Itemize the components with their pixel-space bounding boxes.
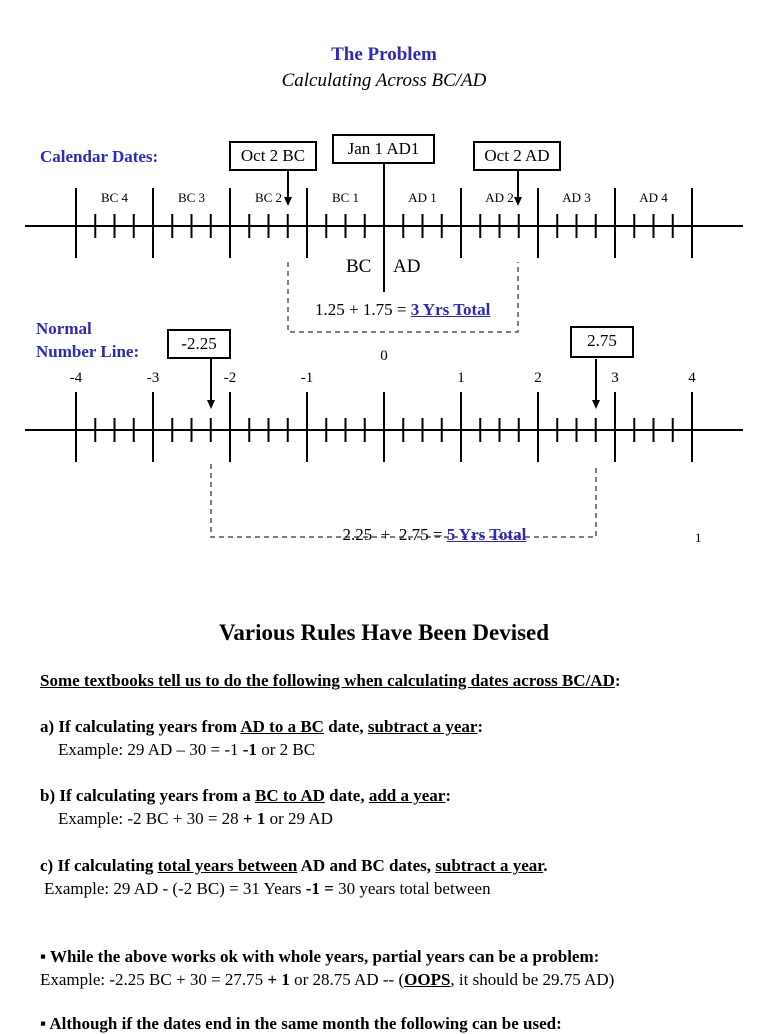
rule-a-mid: date, xyxy=(323,717,368,736)
rule-a xyxy=(40,717,483,737)
rule-c-prefix: c) If calculating xyxy=(40,856,158,875)
number-tick-label: 1 xyxy=(457,370,465,386)
rule-b-ex-prefix: Example: -2 BC + 30 = 28 xyxy=(58,809,243,828)
number-total-link[interactable]: 5 Yrs Total xyxy=(446,525,527,544)
number-tick-label: 2 xyxy=(534,370,542,386)
callout-minus225: -2.25 xyxy=(167,329,231,359)
page-number: 1 xyxy=(695,530,702,545)
rule-c-ex-end: 30 years total between xyxy=(333,879,491,898)
bullet-ex-end: , it should be 29.75 AD) xyxy=(450,970,615,989)
calendar-sum xyxy=(315,300,490,320)
rule-b-mid: date, xyxy=(324,786,369,805)
rule-b-prefix: b) If calculating years from a xyxy=(40,786,255,805)
rule-c-u2: subtract a year xyxy=(435,856,544,875)
number-tick-label: -1 xyxy=(300,370,314,386)
rule-b-ex-bold: + 1 xyxy=(242,809,266,828)
rule-c-ex-bold: -1 = xyxy=(305,879,334,898)
calendar-segment-label: AD 4 xyxy=(639,190,668,205)
rules-heading: Various Rules Have Been Devised xyxy=(218,620,550,645)
divider-bc-label: BC xyxy=(346,256,372,277)
rule-b-end: : xyxy=(445,786,451,805)
bullet-ex-mid: or 28.75 AD -- ( xyxy=(289,970,405,989)
rules-intro xyxy=(40,671,621,691)
rules-intro-colon: : xyxy=(614,671,621,690)
number-sum-text: 2.25 + 2.75 = xyxy=(342,525,447,544)
rule-b-u2: add a year xyxy=(368,786,446,805)
rule-a-prefix: a) If calculating years from xyxy=(40,717,241,736)
rule-c-u1: total years between xyxy=(157,856,298,875)
calendar-sum-text: 1.25 + 1.75 = xyxy=(315,300,411,319)
bullet-partial-years: ▪ While the above works ok with whole years, partial years can be a problem: xyxy=(40,947,600,966)
rule-c-end: . xyxy=(543,856,548,875)
rule-b-example xyxy=(58,809,333,829)
numberline-label-1: Normal xyxy=(36,319,92,338)
page-title: The Problem xyxy=(331,44,437,65)
rule-a-example xyxy=(58,740,315,760)
calendar-segment-label: BC 1 xyxy=(331,190,360,205)
rule-a-end: : xyxy=(477,717,484,736)
calendar-segment-label: BC 2 xyxy=(254,190,283,205)
rule-a-ex-end: or 2 BC xyxy=(256,740,316,759)
calendar-label: Calendar Dates: xyxy=(40,147,159,166)
bullet-ex-oops: OOPS xyxy=(404,970,451,989)
rule-c xyxy=(40,856,547,876)
callout-oct2ad: Oct 2 AD xyxy=(473,141,561,171)
number-axis xyxy=(25,392,743,462)
callout-275: 2.75 xyxy=(570,326,634,358)
number-tick-label: 0 xyxy=(380,348,388,364)
number-tick-label: -2 xyxy=(223,370,237,386)
bullet-ex-prefix: Example: -2.25 BC + 30 = 27.75 xyxy=(40,970,268,989)
rule-a-ex-prefix: Example: 29 AD – 30 = -1 xyxy=(58,740,243,759)
calendar-segment-label: AD 1 xyxy=(408,190,437,205)
rule-b xyxy=(40,786,451,806)
rules-intro-text: Some textbooks tell us to do the following when calculating dates across BC/AD xyxy=(40,671,615,690)
calendar-total-link[interactable]: 3 Yrs Total xyxy=(410,300,491,319)
rule-c-example xyxy=(44,879,491,899)
rule-a-u1: AD to a BC xyxy=(240,717,324,736)
calendar-segment-label: AD 2 xyxy=(485,190,514,205)
rule-a-ex-bold: -1 xyxy=(242,740,257,759)
bullet-ex-bold: + 1 xyxy=(267,970,290,989)
rule-b-ex-end: or 29 AD xyxy=(265,809,333,828)
calendar-segment-label: BC 3 xyxy=(177,190,206,205)
number-tick-label: -3 xyxy=(146,370,160,386)
page-subtitle: Calculating Across BC/AD xyxy=(281,70,487,91)
rule-c-ex-prefix: Example: 29 AD - (-2 BC) = 31 Years xyxy=(44,879,306,898)
arrowhead-275 xyxy=(592,400,600,409)
callout-jan1ad1: Jan 1 AD1 xyxy=(332,134,435,164)
number-tick-label: 4 xyxy=(688,370,696,386)
calendar-segment-label: AD 3 xyxy=(562,190,591,205)
number-tick-label: -4 xyxy=(69,370,83,386)
number-tick-label: 3 xyxy=(611,370,619,386)
divider-ad-label: AD xyxy=(393,256,421,277)
numberline-label-2: Number Line: xyxy=(36,342,140,361)
rule-a-u2: subtract a year xyxy=(367,717,478,736)
rule-b-u1: BC to AD xyxy=(255,786,325,805)
arrowhead-minus225 xyxy=(207,400,215,409)
rule-c-mid: AD and BC dates, xyxy=(297,856,436,875)
bullet-same-month: ▪ Although if the dates end in the same month the following can be used: xyxy=(40,1014,562,1033)
calendar-segment-label: BC 4 xyxy=(100,190,129,205)
bullet-partial-example xyxy=(40,970,614,990)
number-sum xyxy=(334,505,526,545)
callout-oct2bc: Oct 2 BC xyxy=(229,141,317,171)
